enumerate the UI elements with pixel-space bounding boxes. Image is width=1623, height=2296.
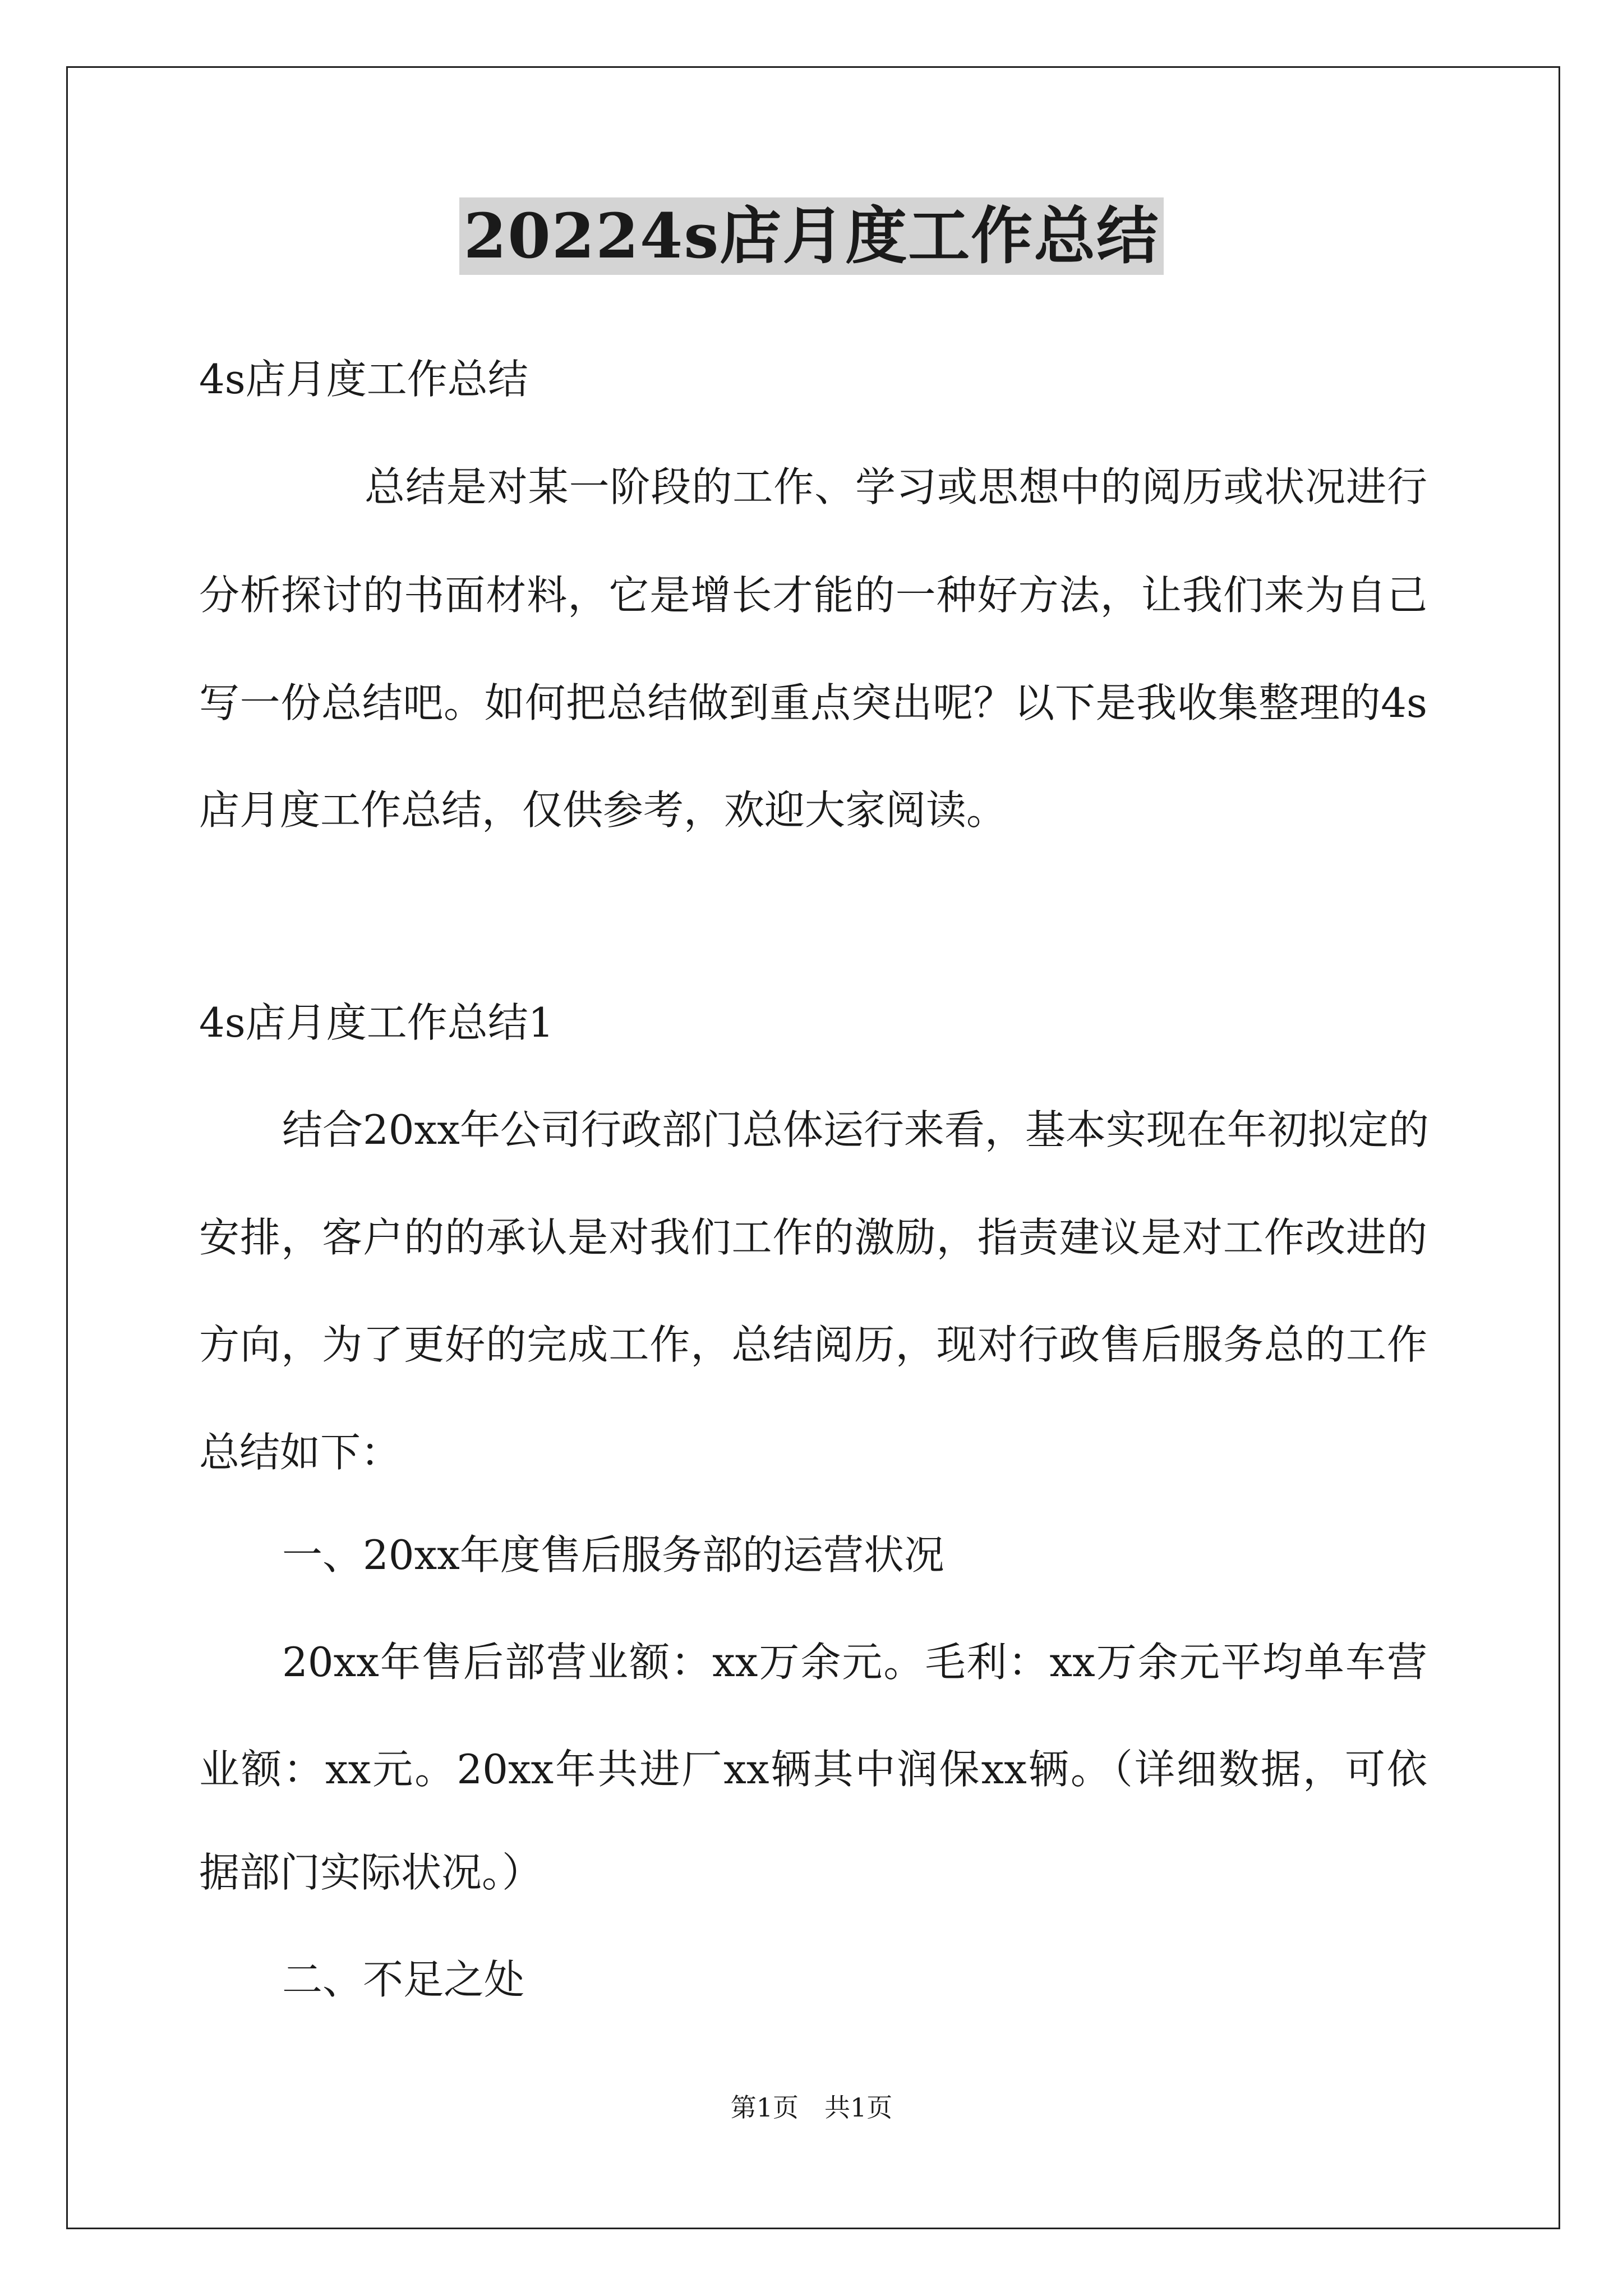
- paragraph-line: 安排，客户的的承认是对我们工作的激励，指责建议是对工作改进的: [199, 1214, 1427, 1261]
- heading-one: 一、20xx年度售后服务部的运营状况: [282, 1531, 944, 1579]
- paragraph-line: 业额：xx元。20xx年共进厂xx辆其中润保xx辆。（详细数据，可依: [199, 1746, 1427, 1793]
- intro-line: 总结是对某一阶段的工作、学习或思想中的阅历或状况进行: [365, 463, 1427, 510]
- page-footer: 第1页 共1页: [730, 2092, 893, 2123]
- paragraph-line: 结合20xx年公司行政部门总体运行来看，基本实现在年初拟定的: [282, 1106, 1429, 1153]
- document-title: 20224s店月度工作总结: [459, 197, 1164, 275]
- paragraph-line: 20xx年售后部营业额：xx万余元。毛利：xx万余元平均单车营: [282, 1639, 1427, 1686]
- document-title-row: [0, 197, 1623, 275]
- paragraph-line: 方向，为了更好的完成工作，总结阅历，现对行政售后服务总的工作: [199, 1321, 1427, 1368]
- intro-line: 写一份总结吧。如何把总结做到重点突出呢？以下是我收集整理的4s: [199, 679, 1427, 726]
- paragraph-line: 总结如下：: [199, 1429, 402, 1476]
- intro-line: 分析探讨的书面材料，它是增长才能的一种好方法，让我们来为自己: [199, 572, 1427, 619]
- heading-two: 二、不足之处: [282, 1956, 525, 2003]
- document-subtitle: 4s店月度工作总结: [199, 356, 528, 403]
- section-heading: 4s店月度工作总结1: [199, 999, 554, 1046]
- intro-line: 店月度工作总结，仅供参考，欢迎大家阅读。: [199, 786, 1007, 834]
- paragraph-line: 据部门实际状况。）: [199, 1849, 543, 1896]
